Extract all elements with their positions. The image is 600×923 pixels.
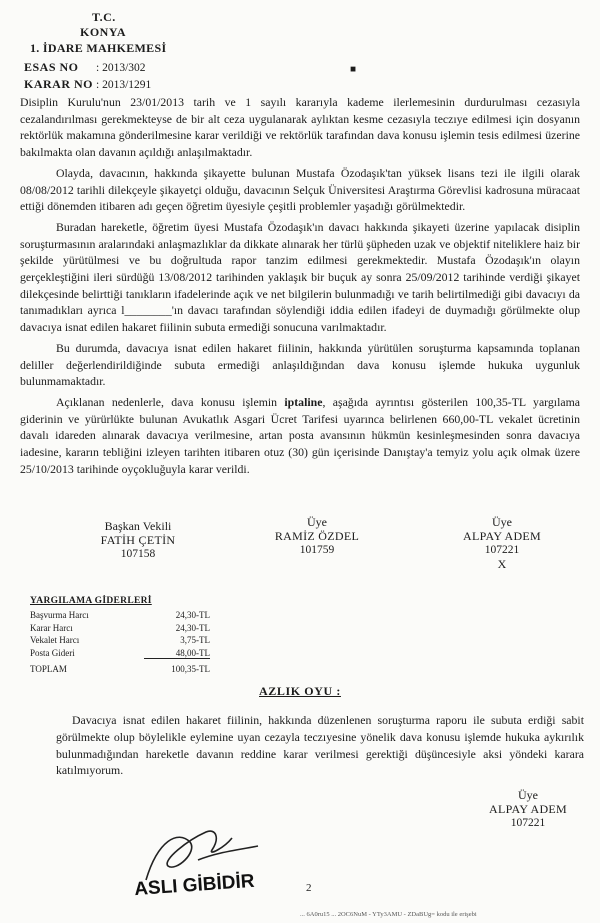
esas-row	[24, 60, 146, 75]
page-number: 2	[306, 882, 312, 894]
signature-name: FATİH ÇETİN	[100, 533, 176, 547]
signature-dissent	[468, 788, 588, 830]
paragraph-2: Olayda, davacının, hakkında şikayette bulunan Mustafa Özodaşık'tan yüksek lisans tezi ile ilgili olarak 08/08/2012 tarihli dilekçeyle şikayetçi olduğu, davacının Selçuk Üniversitesi Araştırma Görevlisi kadrosuna müracaat ettiği dönemden itibaren adı geçen öğretim üyesiyle çeşitli problemler yaşadığı görülmektedir.	[20, 165, 580, 214]
expense-label: Vekalet Harcı	[30, 635, 80, 645]
expense-label: Başvurma Harcı	[30, 610, 89, 620]
expense-amount: 24,30-TL	[175, 622, 210, 633]
expense-amount: 3,75-TL	[180, 635, 210, 645]
expense-total-label: TOPLAM	[30, 664, 67, 674]
signature-number: 107221	[510, 817, 546, 829]
paragraph-3: Buradan hareketle, öğretim üyesi Mustafa Özodaşık'ın davacı hakkında şikayeti üzerine yapılacak disiplin soruşturmasının aralarındaki anlaşmazlıklar da dikkate alınarak her türlü şüpheden uzak ve objektif niteliklere haiz bir şekilde yürütülmesi ve bu doğrultuda rapor tanzim edilmesi gerekmektedir. Mustafa Özodaşık'ın olayın gerçekleştiğini ileri sürdüğü 13/08/2012 tarihinden yaklaşık bir buçuk ay sonra 25/09/2012 tarihinde verdiği şikayet dilekçesinde belirttiği tanıkların ifadelerinde açık ve net bilgilerin bulunmadığı ve tarih belirtilmediği gibi davacıyı da tanımadıkları ayrıca l________'ın davacı tarafından söylendiği iddia edilen ifadeyi de duymadığı görülmekte olup davacıya isnat edilen hakaret fiilinin subuta ermediği sonucuna varılmaktadır.	[20, 219, 580, 335]
karar-label: KARAR NO	[24, 77, 93, 91]
esas-label: ESAS NO	[24, 60, 79, 74]
stamp-text: ASLI GİBİDİR	[133, 870, 256, 900]
dissent-paragraph: Davacıya isnat edilen hakaret fiilinin, hakkında düzenlenen soruşturma raporu ile subuta erdiği sabit görülmekte olup böylelikle eylemine uyan cezayla teczıyesine yönelik dava konusu işlemde hukuka aykırılık bulunmadığından hareketle davanın reddine karar verilmesi gerektiği düşüncesiyle aksi yöndeki karara katılmıyorum.	[56, 713, 584, 778]
expense-row	[30, 622, 210, 635]
expense-row	[30, 647, 210, 660]
expense-row	[30, 634, 210, 647]
expense-amount: 24,30-TL	[175, 610, 210, 620]
country-heading: T.C.	[92, 10, 116, 24]
expense-amount: 48,00-TL	[144, 647, 210, 660]
signature-number: 107158	[120, 548, 156, 560]
signature-role: Üye	[307, 515, 327, 529]
signature-member-2	[437, 515, 567, 571]
expense-label: Karar Harcı	[30, 622, 73, 633]
signature-role: Üye	[492, 515, 512, 529]
expense-row	[30, 609, 210, 622]
signature-name: ALPAY ADEM	[462, 529, 542, 543]
expenses-table	[30, 596, 210, 674]
city-heading: KONYA	[80, 25, 127, 39]
paragraph-5-end: , aşağıda ayrıntısı gösterilen 100,35-TL yargılama giderinin ve yürürlükte bulunan Avukatlık Asgari Ücret Tarifesi uyarınca belirlenen 660,00-TL vekalet ücretinin davalı idareden alınarak davacıya verilmesine, artan posta avansının hükmün kesinleşmesinden sonra davacıya iadesine, kararın tebliğini izleyen tarihten itibaren otuz (30) gün içerisinde Danıştay'a temyiz yolu açık olmak üzere 25/10/2013 tarihinde oyçokluğuyla karar verildi.	[20, 394, 580, 476]
court-heading: 1. İDARE MAHKEMESİ	[30, 41, 167, 55]
signature-role: Başkan Vekili	[104, 519, 172, 533]
signature-role: Üye	[518, 788, 538, 802]
signature-number: 101759	[299, 544, 335, 556]
paragraph-5-start: Açıklanan nedenlerle, dava konusu işlemin	[56, 394, 285, 409]
signature-name: ALPAY ADEM	[488, 802, 568, 816]
expenses-title: YARGILAMA GİDERLERİ	[30, 596, 152, 606]
dissent-body	[56, 712, 584, 779]
decision-body	[20, 94, 580, 481]
scan-mark: ■	[350, 64, 357, 75]
karar-value: : 2013/1291	[96, 79, 152, 91]
esas-value: : 2013/302	[96, 62, 146, 74]
karar-row	[24, 77, 151, 92]
expense-label: Posta Gideri	[30, 647, 75, 658]
signature-chair	[68, 519, 208, 561]
dissent-title: AZLIK OYU :	[259, 684, 341, 698]
asli-gibidir-stamp	[128, 820, 288, 900]
paragraph-4: Bu durumda, davacıya isnat edilen hakaret fiilinin, hakkında yürütülen soruşturma kapsamında toplanan deliller değerlendirildiğinde subuta ermediği anlaşıldığından dava konusu işlemde hukuka uygunluk bulunmamaktadır.	[20, 340, 580, 389]
expense-total-amount: 100,35-TL	[171, 664, 210, 674]
verdict-word: iptaline	[284, 394, 323, 409]
paragraph-1: Disiplin Kurulu'nun 23/01/2013 tarih ve 1 sayılı kararıyla kademe ilerlemesinin durdurulması cezasıyla cezalandırılması gerekmekteyse de bir alt ceza uygulanarak aylıktan kesme cezasıyla teczıye edilmesi için dosyanın rektörlük makamına gönderilmesine karar verildiği ve rektörlük tarafından dava konusu işlemin tesis edilmesi üzerine bakılmakta olan davanın açıldığı anlaşılmaktadır.	[20, 95, 580, 160]
dissent-mark: X	[497, 557, 507, 571]
verification-footer: ... 6A0ru15 ... 2OC6NuM - YTy3AMU - ZDaBUg= kodu ile erişebi	[300, 911, 477, 918]
signature-member-1	[252, 515, 382, 557]
expense-total-row	[30, 664, 210, 674]
signature-name: RAMİZ ÖZDEL	[274, 529, 360, 543]
signature-number: 107221	[484, 544, 520, 556]
paragraph-5	[20, 394, 580, 478]
